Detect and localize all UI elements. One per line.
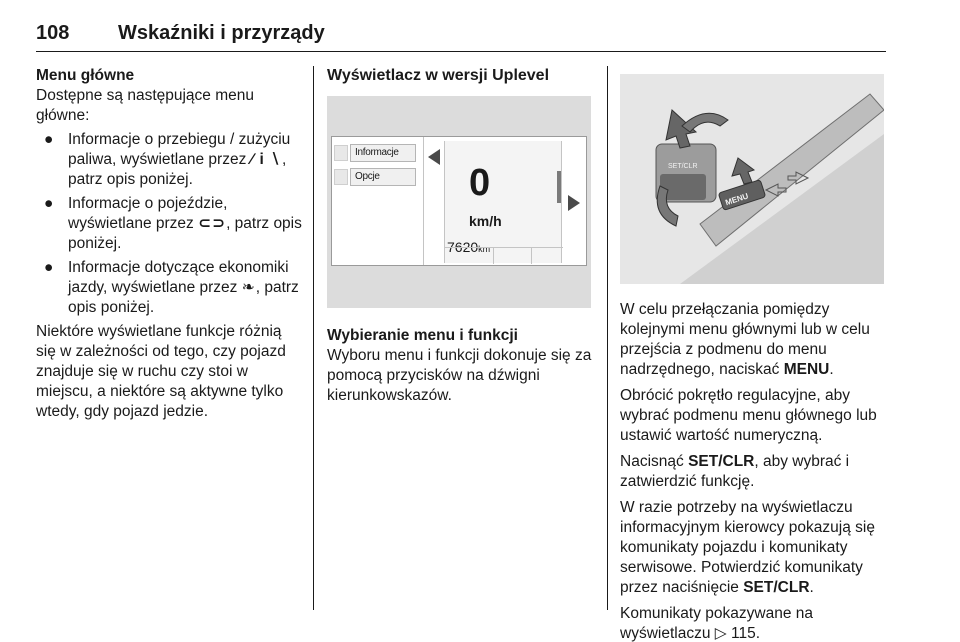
speed-unit: km/h xyxy=(469,213,502,229)
list-item: ● Informacje o pojeździe, wyświetlane przez ⊂⊃, patrz opis poniżej. xyxy=(44,195,302,252)
display-screen xyxy=(331,136,587,266)
menu-panel xyxy=(332,137,424,265)
speed-value: 0 xyxy=(469,162,491,204)
paragraph-set: Nacisnąć SET/CLR, aby wybrać i zatwierdzić funkcję. xyxy=(620,453,850,490)
list-item: ● Informacje dotyczące ekonomiki jazdy, wyświetlane przez ❧, patrz opis poniżej. xyxy=(44,259,299,316)
person-icon xyxy=(334,145,348,161)
status-row xyxy=(445,247,563,263)
speed-panel xyxy=(444,141,562,263)
bullet-icon: ● xyxy=(44,259,54,276)
menu-item-opcje: Opcje xyxy=(332,167,424,187)
menu-label: MENU xyxy=(724,191,750,208)
display-illustration xyxy=(327,96,591,308)
main-menu-list xyxy=(36,130,302,318)
chapter-title: Wskaźniki i przyrządy xyxy=(118,22,325,44)
vehicle-icon: ⊂⊃ xyxy=(198,215,227,232)
odometer: 7620km xyxy=(447,239,491,255)
eco-leaf-icon: ❧ xyxy=(241,279,256,296)
closing-text: Niektóre wyświetlane funkcje różnią się w zależności od tego, czy pojazd znajduje się w ruchu czy stoi w miejscu, a niektóre są aktywne tylko wtedy, gdy pojazd jedzie. xyxy=(36,323,286,420)
column-middle xyxy=(327,66,595,412)
column-divider xyxy=(607,66,608,610)
paragraph-menu: W celu przełączania pomiędzy kolejnymi menu głównymi lub w celu przejścia z podmenu do menu nadrzędnego, naciskać MENU. xyxy=(620,301,870,378)
section-heading: Menu główne xyxy=(36,67,135,84)
settings-icon xyxy=(334,169,348,185)
intro-text: Dostępne są następujące menu główne: xyxy=(36,87,255,124)
trip-fuel-icon: ∕ i ∖ xyxy=(250,151,282,168)
page-number: 108 xyxy=(36,22,70,44)
paragraph-messages: W razie potrzeby na wyświetlaczu informacyjnym kierowcy pokazują się komunikaty pojazdu i komunikaty serwisowe. Potwierdzić komunikaty przez naciśnięcie SET/CLR. xyxy=(620,499,875,596)
paragraph-reference: Komunikaty pokazywane na wyświetlaczu ▷ 115. xyxy=(620,605,814,642)
page-reference-icon: ▷ xyxy=(714,625,727,642)
bullet-icon: ● xyxy=(44,131,54,148)
turn-signal-lever-icon xyxy=(620,74,884,284)
scroll-indicator xyxy=(557,171,561,203)
arrow-left-icon xyxy=(428,149,440,165)
subheading: Wybieranie menu i funkcji xyxy=(327,327,518,344)
paragraph-rotate: Obrócić pokrętło regulacyjne, aby wybrać podmenu menu głównego lub ustawić wartość numeryczną. xyxy=(620,387,877,444)
arrow-right-icon xyxy=(568,195,580,211)
list-item: ● Informacje o przebiegu / zużyciu paliwa, wyświetlane przez ∕ i ∖, patrz opis poniżej. xyxy=(44,131,291,188)
column-left xyxy=(36,66,302,428)
set-clr-label: SET/CLR xyxy=(668,163,698,170)
column-divider xyxy=(313,66,314,610)
section-title: Wyświetlacz w wersji Uplevel xyxy=(327,67,550,84)
page-header xyxy=(36,22,886,52)
menu-item-informacje: Informacje xyxy=(332,143,424,163)
bullet-icon: ● xyxy=(44,195,54,212)
body-text: Wyboru menu i funkcji dokonuje się za pomocą przycisków na dźwigni kierunkowskazów. xyxy=(327,347,592,404)
page-reference[interactable]: 115 xyxy=(730,625,756,642)
stalk-illustration xyxy=(620,74,884,284)
column-right xyxy=(620,66,888,642)
